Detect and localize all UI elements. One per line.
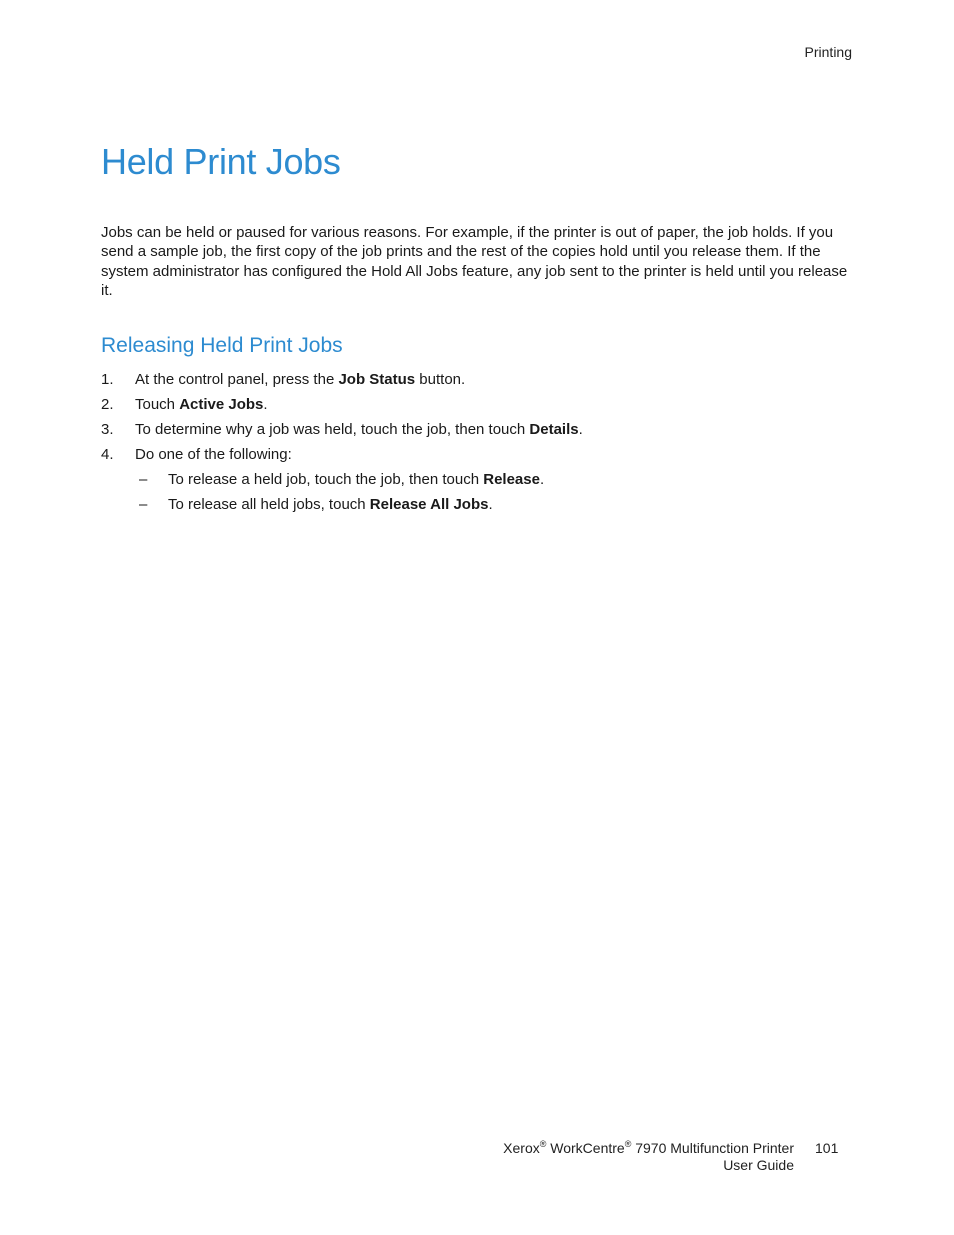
step-text-bold: Details — [529, 421, 579, 438]
substep-item — [101, 495, 861, 520]
step-text — [135, 370, 465, 390]
footer-model: 7970 Multifunction Printer — [635, 1140, 794, 1156]
substep-text-plain: . — [539, 471, 545, 488]
substep-text-plain: . — [488, 496, 493, 513]
running-header-section: Printing — [804, 44, 852, 60]
step-text-plain: At the control panel, press the — [135, 371, 339, 388]
footer-product-info — [503, 1140, 794, 1174]
footer-guide: User Guide — [723, 1157, 794, 1173]
step-text-plain: . — [263, 396, 268, 413]
step-text — [135, 420, 583, 440]
substep-text — [168, 470, 544, 490]
registered-mark: ® — [624, 1139, 632, 1149]
step-number: 1. — [101, 371, 114, 388]
step-item — [101, 445, 861, 470]
step-text — [135, 395, 268, 415]
step-item — [101, 395, 861, 420]
footer-brand: Xerox — [503, 1140, 540, 1156]
footer-product-line — [503, 1140, 794, 1157]
section-title: Releasing Held Print Jobs — [101, 334, 343, 357]
footer-product-name: WorkCentre — [550, 1140, 625, 1156]
page-title: Held Print Jobs — [101, 141, 341, 182]
substep-text-bold: Release All Jobs — [369, 496, 489, 513]
substep-text-plain: To release all held jobs, touch — [168, 496, 370, 513]
step-text-plain: button. — [415, 371, 466, 388]
substep-text — [168, 495, 493, 515]
step-text-plain: To determine why a job was held, touch the job, then touch — [135, 421, 530, 438]
step-text-plain: Do one of the following: — [135, 446, 292, 463]
dash-bullet: – — [139, 496, 148, 513]
registered-mark: ® — [539, 1139, 547, 1149]
step-item — [101, 370, 861, 395]
step-number: 2. — [101, 396, 114, 413]
steps-list — [101, 370, 861, 520]
step-text-plain: Touch — [135, 396, 180, 413]
substep-text-plain: To release a held job, touch the job, then touch — [168, 471, 484, 488]
step-text-bold: Job Status — [338, 371, 416, 388]
step-item — [101, 420, 861, 445]
step-number: 4. — [101, 446, 114, 463]
intro-paragraph: Jobs can be held or paused for various reasons. For example, if the printer is out of paper, the job holds. If you send a sample job, the first copy of the job prints and the rest of the copies hold until you release them. If the system administrator has configured the Hold All Jobs feature, any job sent to the printer is held until you release it. — [101, 224, 848, 299]
step-text-plain: . — [578, 421, 583, 438]
step-number: 3. — [101, 421, 114, 438]
page-number: 101 — [815, 1140, 839, 1156]
substep-text-bold: Release — [483, 471, 540, 488]
step-text — [135, 445, 292, 465]
dash-bullet: – — [139, 471, 148, 488]
substep-item — [101, 470, 861, 495]
step-text-bold: Active Jobs — [179, 396, 264, 413]
